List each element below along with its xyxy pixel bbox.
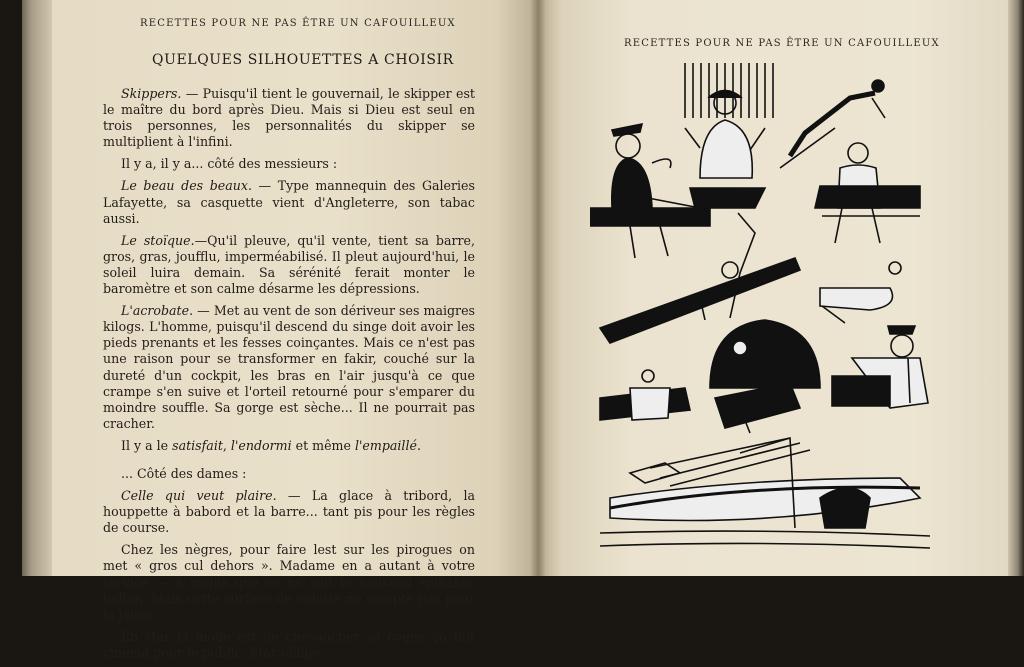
term-stoique: Le stoïque. <box>121 232 195 248</box>
right-page-edge <box>1008 0 1024 576</box>
night-sleeper-figure <box>710 320 820 433</box>
term-plaire: Celle qui veut plaire. <box>121 488 277 504</box>
book-gutter <box>530 0 546 576</box>
stuffed-sailor-figure <box>832 326 928 408</box>
page-title: QUELQUES SILHOUETTES A CHOISIR <box>152 52 454 68</box>
body-text <box>103 86 475 667</box>
paragraph-acrobate: L'acrobate. — Met au vent de son dériveur ses maigres kilogs. L'homme, puisqu'il descend du singe doit avoir les pieds prenants et les fesses coinçantes. Mais ce n'est pas une raison pour se transformer en fakir, couché sur la dureté d'un cockpit, les bras en l'air jusqu'à ce que crampe s'en suive et l'orteil retourné pour s'emparer du moindre souffle. Sa gorge est sèche... Il ne pourrait pas cracher. <box>103 303 475 431</box>
running-head-left: RECETTES POUR NE PAS ÊTRE UN CAFOUILLEUX <box>140 18 456 29</box>
woman-mirror-figure <box>815 143 920 243</box>
sailing-caricatures-illustration <box>590 58 940 554</box>
paragraph-negres: Chez les nègres, pour faire lest sur les pirogues on met « gros cul dehors ». Madame en a autant à votre service — à moins que ce ne soit le nouveau spinaker ballon. Mais cette surface de culotte ne compte pas pour la jauge. <box>103 542 475 622</box>
running-head-right: RECETTES POUR NE PAS ÊTRE UN CAFOUILLEUX <box>624 38 940 49</box>
paragraph-plaire: Celle qui veut plaire. — La glace à tribord, la houppette à babord et la barre... tant pis pour les règles de course. <box>103 488 475 536</box>
page-edges <box>22 0 52 576</box>
paragraph-satisfait: Il y a le satisfait, l'endormi et même l'empaillé. <box>121 437 421 453</box>
paragraph-star: En star la mode est de chevaucher sa coque ça fait cinéma pour le public. Star oblige. <box>103 628 475 660</box>
paragraph-dames: ... Côté des dames : <box>121 465 247 481</box>
term-beau: Le beau des beaux. <box>121 178 252 194</box>
paragraph-messieurs: Il y a, il y a... côté des messieurs : <box>121 156 338 172</box>
paragraph-stoique: Le stoïque.—Qu'il pleuve, qu'il vente, tient sa barre, gros, gras, joufflu, imperméabilisé. Il pleut aujourd'hui, le soleil luira demain. Sa sérénité ferait monter le baromètre et son calme désarme les dépressions. <box>103 232 475 297</box>
paragraph-beau: Le beau des beaux. — Type mannequin des Galeries Lafayette, sa casquette vient d'Angleterre, son tabac aussi. <box>103 178 475 226</box>
term-skippers: Skippers. <box>121 86 182 101</box>
reclining-figure <box>820 262 901 323</box>
small-boat-figure <box>600 370 690 420</box>
term-acrobate: L'acrobate. <box>121 303 194 319</box>
acrobat-figure-top <box>780 80 885 168</box>
paragraph-skippers: Skippers. — Puisqu'il tient le gouvernail, le skipper est le maître du bord après Dieu. Mais si Dieu est seul en trois personnes, les personnalités du skipper se multiplient à l'infini. <box>103 86 475 150</box>
star-boat-figure <box>600 438 930 548</box>
